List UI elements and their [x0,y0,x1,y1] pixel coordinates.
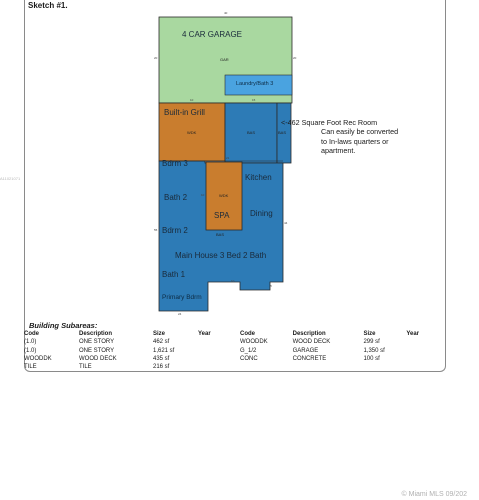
cell-description: ONE STORY [79,339,115,346]
cell-year [198,355,238,363]
cell-description: GARAGE [292,347,319,354]
cell-size: 100 sf [363,355,380,362]
table-row [24,355,238,363]
primary-bdrm-label: Primary Bdrm [162,294,202,301]
grill-label: Built-in Grill [164,108,205,117]
table-row [24,363,238,371]
header-code: Code [240,331,255,337]
cell-code: TILE [24,364,37,371]
header-size: Size [153,331,166,337]
cell-description: WOOD DECK [79,355,117,362]
table-row [240,347,444,355]
dim-d10: 10 [231,279,235,283]
dim-grill-top: 10 [190,98,194,102]
table-row [24,347,238,355]
garage-label: 4 CAR GARAGE [182,30,243,39]
header-description: Description [292,331,326,337]
spa-label: SPA [214,211,230,220]
cell-code: WOODDK [240,339,268,346]
bath2-label: Bath 2 [164,193,188,202]
bas-mid-code: BAS [216,232,225,237]
note-line-1: <-462 Square Foot Rec Room [281,118,378,127]
sketch-title: Sketch #1. [28,1,68,10]
wdk-mid-code: WDK [219,193,229,198]
cell-code: (1.0) [24,347,37,354]
table-header-row [24,330,238,338]
table-header-row [240,330,444,338]
cell-year [198,347,238,355]
table-row [240,355,444,363]
subareas-title: Building Subareas: [29,321,98,330]
cell-code: G_1/2 [240,347,257,354]
cell-year [406,347,444,355]
wdk-top-code: WDK [187,130,197,135]
cell-year [198,338,238,346]
bath1-label: Bath 1 [162,270,186,279]
dim-spa-left: 10 [201,193,205,197]
header-year: Year [406,331,420,337]
dim-bas-top: 15 [252,98,256,102]
watermark: © Miami MLS 09/202 [401,491,467,498]
dining-label: Dining [250,209,273,218]
dim-top: 40 [224,11,228,15]
laundry-label: Laundry/Bath 3 [236,81,274,87]
bdrm2-label: Bdrm 2 [162,226,188,235]
dim-left-main: 55 [154,228,158,232]
cell-code: (1.0) [24,339,37,346]
header-description: Description [79,331,113,337]
cell-size: 462 sf [153,339,170,346]
bas-small-code: BAS [278,130,287,135]
garage-code: GAR [220,57,229,62]
cell-description: TILE [79,364,92,371]
cell-description: WOOD DECK [292,339,331,346]
cell-description: ONE STORY [79,347,115,354]
subareas-table-right [240,330,444,363]
cell-size: 435 sf [153,355,170,362]
cell-year [198,363,238,371]
bdrm3-label: Bdrm 3 [162,159,188,168]
rec-room-note [281,118,398,156]
table-row [24,338,238,346]
dim-left-garage: 20 [154,56,158,60]
dim-right-garage: 20 [293,56,297,60]
cell-size: 1,350 sf [363,347,385,354]
cell-code: WOODDK [24,355,52,362]
note-line-4: apartment. [321,146,356,156]
cell-year [406,338,444,346]
kitchen-label: Kitchen [245,173,272,182]
dim-d8: 8 [270,284,272,288]
side-id: A11021071 [0,176,21,181]
dim-bottom: 24 [178,312,182,316]
cell-size: 299 sf [363,339,380,346]
dim-right-main: 44 [284,221,288,225]
dim-mid-bottom: 21 [226,156,230,160]
table-row [240,338,444,346]
cell-description: CONCRETE [292,355,327,362]
cell-size: 1,621 sf [153,347,175,354]
header-size: Size [363,331,376,337]
note-line-2: Can easily be converted [321,127,399,137]
cell-year [406,355,444,363]
note-line-3: to In-laws quarters or [321,136,389,146]
cell-code: CONC [240,355,258,362]
bas-top-code: BAS [247,130,256,135]
main-house-label: Main House 3 Bed 2 Bath [175,251,267,260]
header-code: Code [24,331,39,337]
header-year: Year [198,331,211,337]
cell-size: 216 sf [153,364,170,371]
subareas-table-left [24,330,238,371]
